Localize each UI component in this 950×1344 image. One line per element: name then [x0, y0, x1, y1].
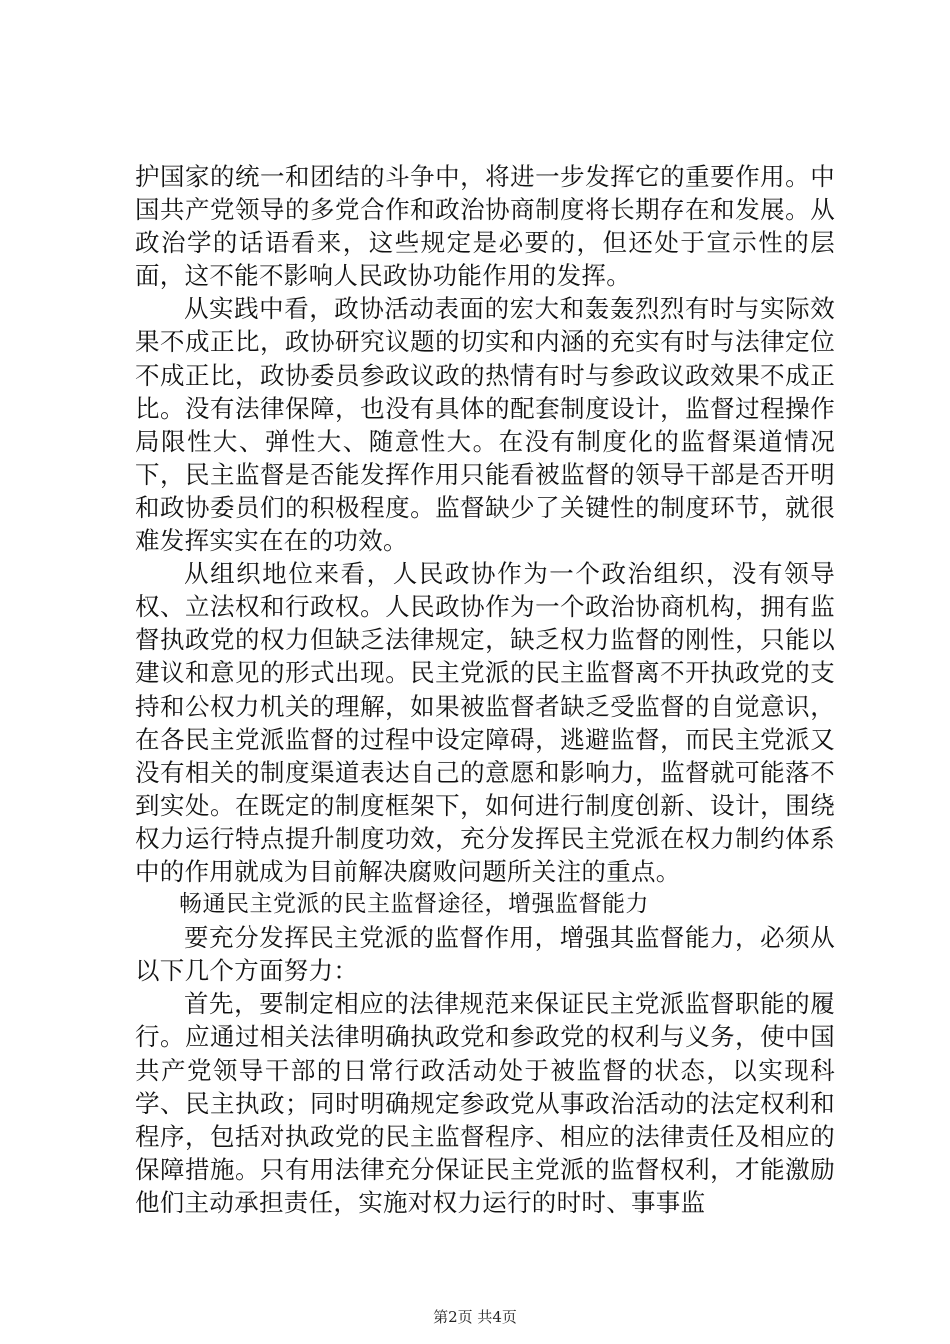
section-heading: 畅通民主党派的民主监督途径，增强监督能力	[179, 891, 649, 918]
paragraph-organization: 从组织地位来看，人民政协作为一个政治组织，没有领导权、立法权和行政权。人民政协作为一个政治协商机构，拥有监督执政党的权力但缺乏法律规定，缺乏权力监督的刚性，只能以建议和意见的形式出现。民主党派的民主监督离不开执政党的支持和公权力机关的理解，如果被监督者缺乏受监督的自觉意识，在各民主党派监督的过程中设定障碍，逃避监督，而民主党派又没有相关的制度渠道表达自己的意愿和影响力，监督就可能落不到实处。在既定的制度框架下，如何进行制度创新、设计，围绕权力运行特点提升制度功效，充分发挥民主党派在权力制约体系中的作用就成为目前解决腐败问题所关注的重点。	[135, 559, 835, 886]
paragraph-first-measure: 首先，要制定相应的法律规范来保证民主党派监督职能的履行。应通过相关法律明确执政党和参政党的权利与义务，使中国共产党领导干部的日常行政活动处于被监督的状态，以实现科学、民主执政；同时明确规定参政党从事政治活动的法定权利和程序，包括对执政党的民主监督程序、相应的法律责任及相应的保障措施。只有用法律充分保证民主党派的监督权利，才能激励他们主动承担责任，实施对权力运行的时时、事事监	[135, 989, 835, 1217]
paragraph-practice: 从实践中看，政协活动表面的宏大和轰轰烈烈有时与实际效果不成正比，政协研究议题的切实和内涵的充实有时与法律定位不成正比，政协委员参政议政的热情有时与参政议政效果不成正比。没有法律保障，也没有具体的配套制度设计，监督过程操作局限性大、弹性大、随意性大。在没有制度化的监督渠道情况下，民主监督是否能发挥作用只能看被监督的领导干部是否开明和政协委员们的积极程度。监督缺少了关键性的制度环节，就很难发挥实实在在的功效。	[135, 294, 835, 556]
document-body	[135, 160, 835, 1219]
paragraph-continuation: 护国家的统一和团结的斗争中，将进一步发挥它的重要作用。中国共产党领导的多党合作和政治协商制度将长期存在和发展。从政治学的话语看来，这些规定是必要的，但还处于宣示性的层面，这不能不影响人民政协功能作用的发挥。	[135, 162, 835, 291]
paragraph-requirements: 要充分发挥民主党派的监督作用，增强其监督能力，必须从以下几个方面努力：	[135, 923, 835, 986]
page-number-footer: 第2页 共4页	[433, 1308, 517, 1326]
